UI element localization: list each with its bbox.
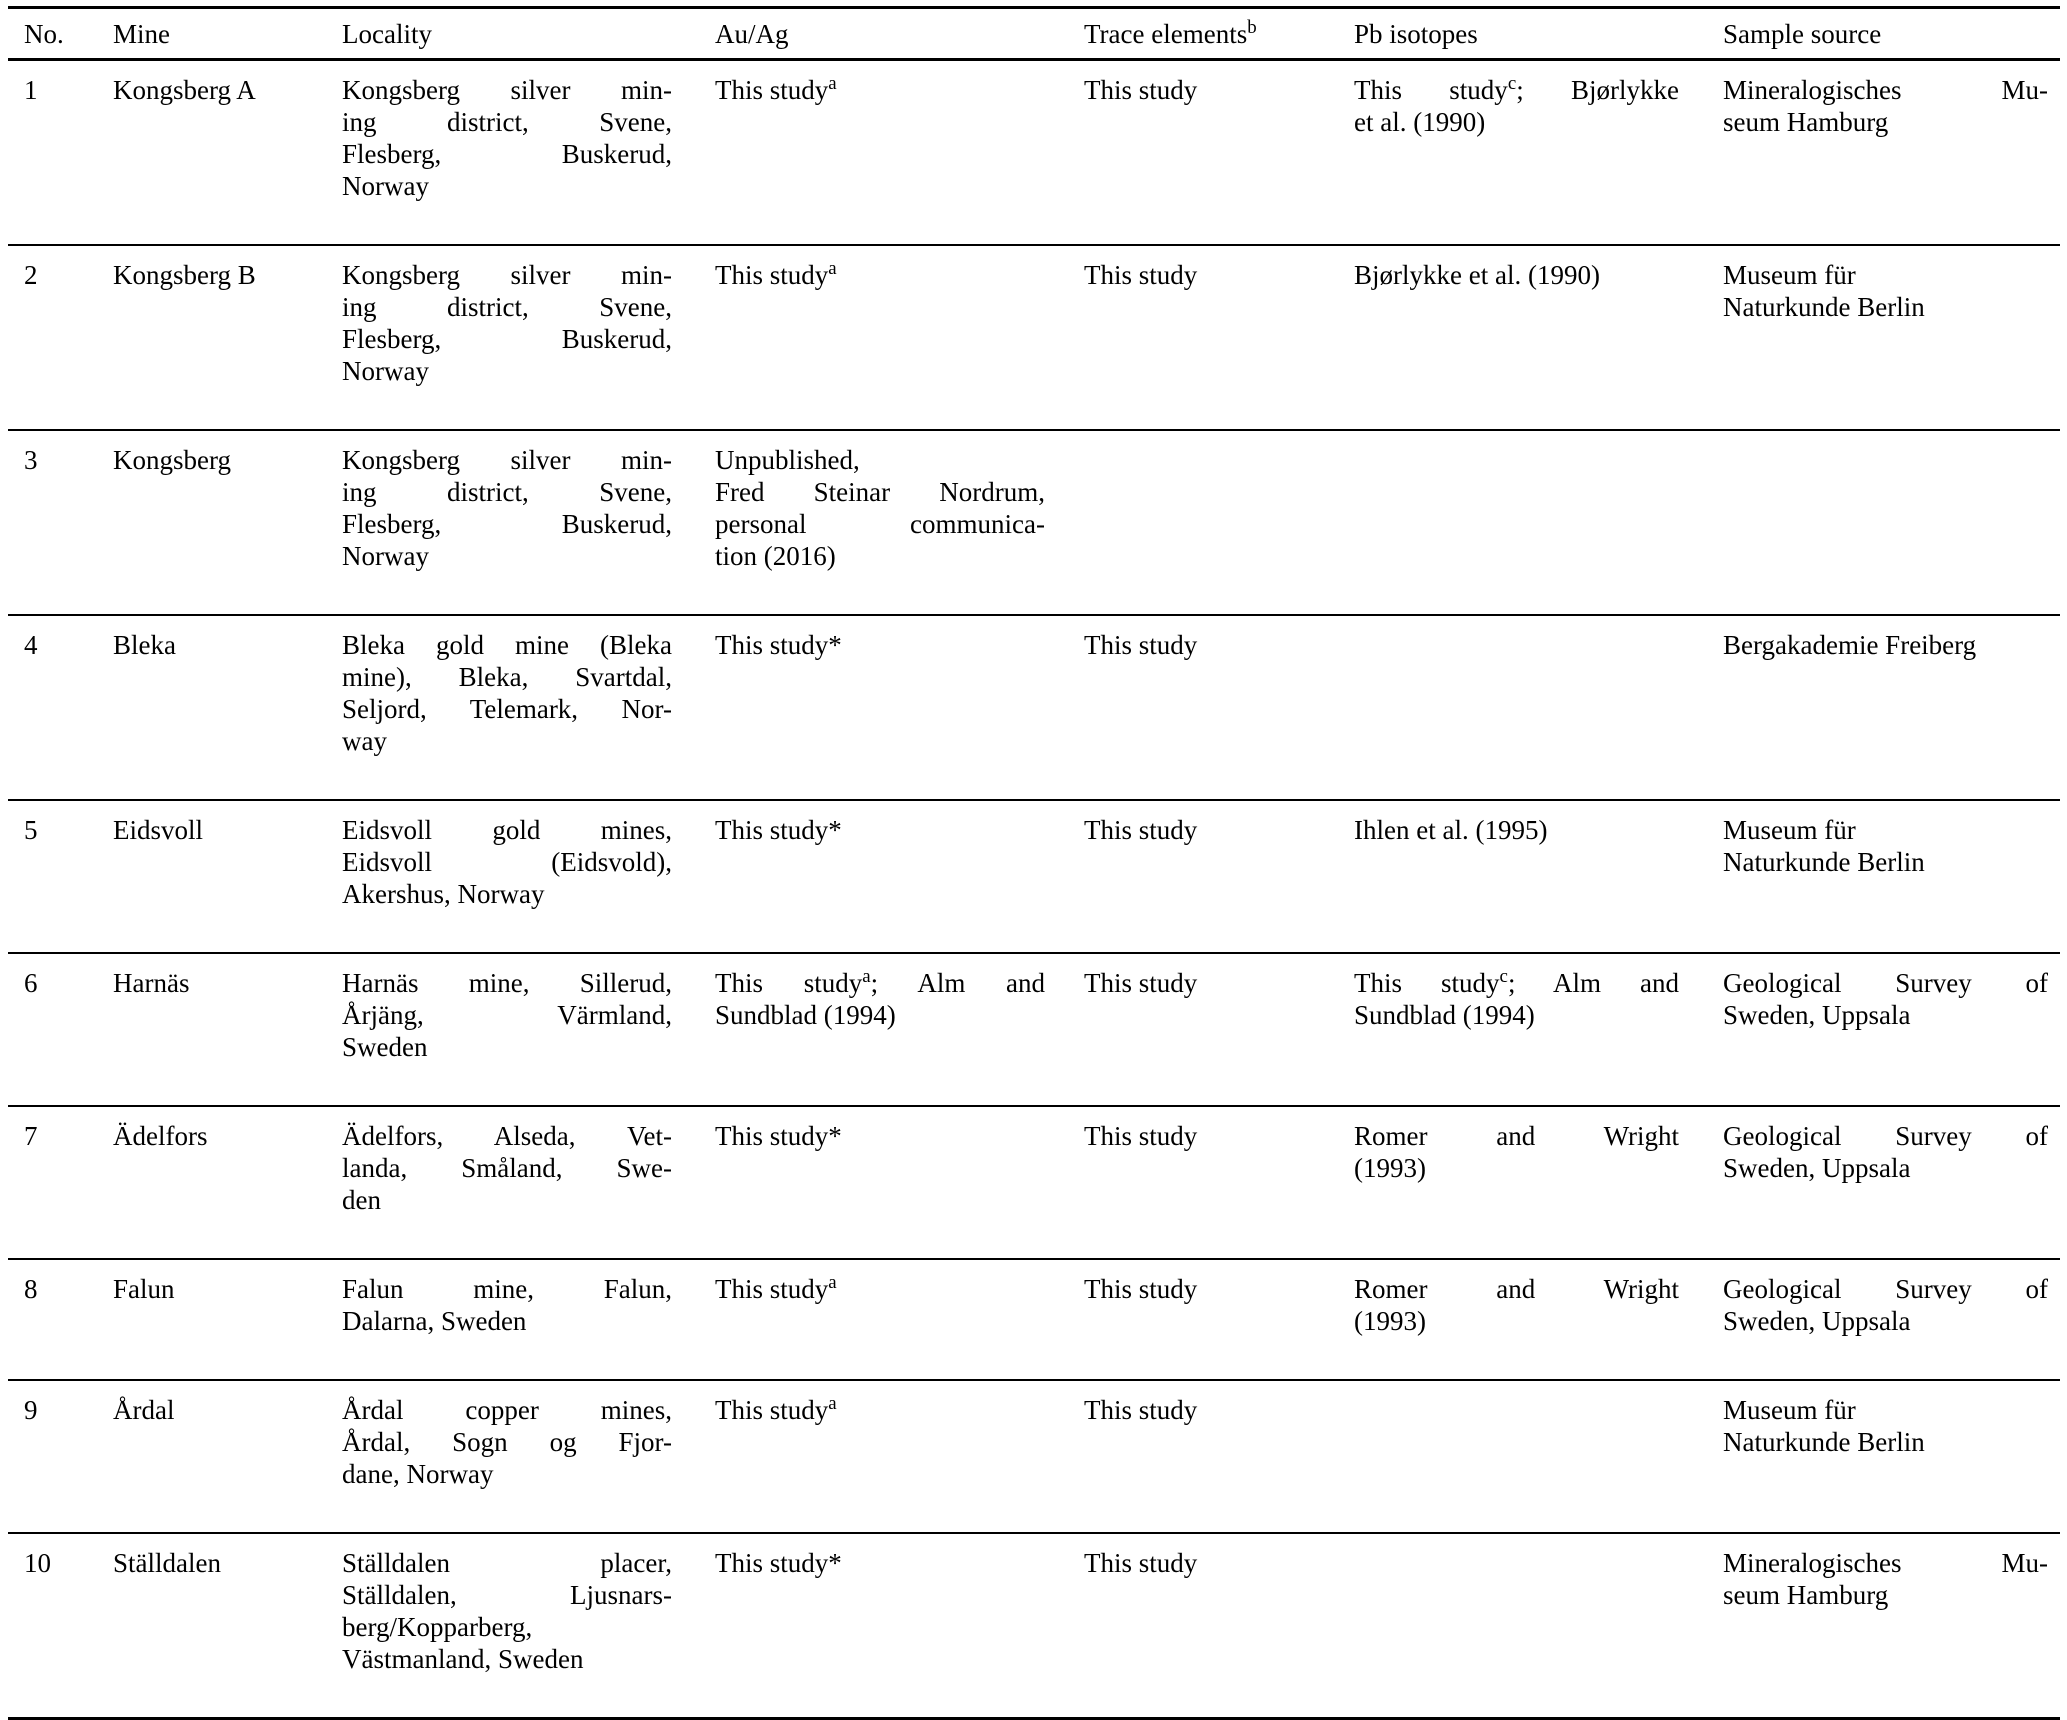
cell-line: Romer and Wright (1354, 1121, 1679, 1151)
column-header-trace: Trace elements$^b$ (1084, 8, 1354, 60)
cell-line: ing district, Svene, (342, 292, 672, 322)
cell-line (1723, 444, 2048, 476)
cell-mine (113, 245, 342, 430)
cell-line: landa, Småland, Swe- (342, 1153, 672, 1183)
cell-line: Bleka (113, 630, 176, 660)
cell-mine (113, 615, 342, 800)
cell-loc (342, 245, 715, 430)
cell-line: den (342, 1185, 381, 1215)
cell-line: Årdal, Sogn og Fjor- (342, 1427, 672, 1457)
cell-line: Geological Survey of (1723, 1274, 2048, 1304)
column-header-pb: Pb isotopes (1354, 8, 1723, 60)
cell-no (8, 60, 113, 246)
cell-line: 5 (24, 815, 38, 845)
cell-mine (113, 800, 342, 953)
cell-line: Sweden, Uppsala (1723, 1153, 1911, 1183)
cell-line: This study$^c$; Bjørlykke (1354, 72, 1679, 105)
cell-pb (1354, 1106, 1723, 1259)
cell-line: Museum für (1723, 260, 1856, 290)
cell-line: This study$^a$ (715, 1271, 837, 1304)
cell-line: 4 (24, 630, 38, 660)
cell-line (1354, 1394, 1679, 1426)
table-row-10 (8, 1533, 2060, 1719)
cell-line: Ställdalen placer, (342, 1548, 672, 1578)
cell-auag (715, 430, 1084, 615)
table-body (8, 60, 2060, 1719)
column-header-source: Sample source (1723, 8, 2060, 60)
cell-line: Kongsberg (113, 445, 231, 475)
cell-line: tion (2016) (715, 541, 836, 571)
table-header (8, 8, 2060, 60)
cell-line: Harnäs mine, Sillerud, (342, 968, 672, 998)
cell-line: 6 (24, 968, 38, 998)
cell-line: This study$^a$ (715, 1392, 837, 1425)
table-row-7 (8, 1106, 2060, 1259)
cell-line: personal communica- (715, 509, 1045, 539)
cell-line: Eidsvoll (113, 815, 204, 845)
cell-line: 1 (24, 75, 38, 105)
cell-source (1723, 1533, 2060, 1719)
cell-line: Dalarna, Sweden (342, 1306, 527, 1336)
cell-line: Harnäs (113, 968, 190, 998)
cell-auag (715, 800, 1084, 953)
column-header-auag: Au/Ag (715, 8, 1084, 60)
cell-line: This study (1084, 1274, 1198, 1304)
cell-line: (1993) (1354, 1306, 1426, 1336)
cell-line: ing district, Svene, (342, 477, 672, 507)
cell-no (8, 430, 113, 615)
cell-line: This study$^c$; Alm and (1354, 965, 1679, 998)
cell-trace (1084, 800, 1354, 953)
cell-line: This study* (715, 815, 842, 845)
cell-no (8, 1106, 113, 1259)
cell-line: Bergakademie Freiberg (1723, 630, 1977, 660)
cell-loc (342, 1106, 715, 1259)
cell-line (1354, 1547, 1679, 1579)
table-row-9 (8, 1380, 2060, 1533)
cell-line: Västmanland, Sweden (342, 1644, 584, 1674)
cell-line: This study* (715, 630, 842, 660)
cell-pb (1354, 1380, 1723, 1533)
cell-trace (1084, 1259, 1354, 1380)
cell-auag (715, 60, 1084, 246)
cell-no (8, 1533, 113, 1719)
cell-line: Naturkunde Berlin (1723, 292, 1925, 322)
cell-line: Kongsberg B (113, 260, 256, 290)
column-header-no: No. (8, 8, 113, 60)
column-header-mine: Mine (113, 8, 342, 60)
table-row-8 (8, 1259, 2060, 1380)
cell-source (1723, 245, 2060, 430)
cell-line: This study$^a$; Alm and (715, 965, 1046, 998)
cell-source (1723, 615, 2060, 800)
table-row-5 (8, 800, 2060, 953)
cell-line: Sweden, Uppsala (1723, 1000, 1911, 1030)
cell-line: Akershus, Norway (342, 879, 545, 909)
cell-line: 8 (24, 1274, 38, 1304)
cell-line (1354, 629, 1679, 661)
cell-no (8, 615, 113, 800)
cell-line: mine), Bleka, Svartdal, (342, 662, 672, 692)
cell-line: Norway (342, 171, 429, 201)
cell-pb (1354, 800, 1723, 953)
cell-line: Naturkunde Berlin (1723, 1427, 1925, 1457)
cell-auag (715, 245, 1084, 430)
cell-source (1723, 1380, 2060, 1533)
cell-line: way (342, 726, 387, 756)
cell-no (8, 800, 113, 953)
cell-loc (342, 615, 715, 800)
cell-line: Årdal (113, 1395, 175, 1425)
cell-line: Ställdalen (113, 1548, 221, 1578)
cell-mine (113, 1380, 342, 1533)
cell-loc (342, 1380, 715, 1533)
cell-line: Bjørlykke et al. (1990) (1354, 260, 1600, 290)
cell-loc (342, 430, 715, 615)
cell-mine (113, 60, 342, 246)
table-row-2 (8, 245, 2060, 430)
cell-line: Årdal copper mines, (342, 1395, 672, 1425)
cell-line: 3 (24, 445, 38, 475)
cell-line: Norway (342, 541, 429, 571)
cell-auag (715, 953, 1084, 1106)
cell-mine (113, 953, 342, 1106)
cell-line: This study (1084, 630, 1198, 660)
cell-line: Sundblad (1994) (1354, 1000, 1535, 1030)
cell-line: This study* (715, 1121, 842, 1151)
cell-trace (1084, 1106, 1354, 1259)
cell-line: (1993) (1354, 1153, 1426, 1183)
cell-auag (715, 615, 1084, 800)
cell-line: Norway (342, 356, 429, 386)
cell-line: 7 (24, 1121, 38, 1151)
cell-line: 9 (24, 1395, 38, 1425)
samples-table (8, 6, 2060, 1720)
cell-line: Sundblad (1994) (715, 1000, 896, 1030)
cell-line: Mineralogisches Mu- (1723, 1548, 2048, 1578)
cell-line: Eidsvoll (Eidsvold), (342, 847, 672, 877)
table-row-1 (8, 60, 2060, 246)
cell-auag (715, 1106, 1084, 1259)
cell-no (8, 1380, 113, 1533)
table-row-4 (8, 615, 2060, 800)
cell-line: ing district, Svene, (342, 107, 672, 137)
cell-line: Flesberg, Buskerud, (342, 139, 672, 169)
cell-line: Mineralogisches Mu- (1723, 75, 2048, 105)
cell-line: This study (1084, 1395, 1198, 1425)
cell-line: Unpublished, (715, 445, 860, 475)
cell-trace (1084, 430, 1354, 615)
cell-line: This study (1084, 815, 1198, 845)
cell-line: Fred Steinar Nordrum, (715, 477, 1045, 507)
cell-line: Museum für (1723, 1395, 1856, 1425)
cell-line: This study (1084, 1548, 1198, 1578)
cell-line: This study$^a$ (715, 72, 837, 105)
cell-line: Geological Survey of (1723, 1121, 2048, 1151)
cell-line: This study (1084, 968, 1198, 998)
cell-source (1723, 1259, 2060, 1380)
cell-trace (1084, 615, 1354, 800)
cell-pb (1354, 615, 1723, 800)
cell-pb (1354, 60, 1723, 246)
cell-pb (1354, 953, 1723, 1106)
cell-line: This study (1084, 1121, 1198, 1151)
cell-line: This study (1084, 75, 1198, 105)
table-row-3 (8, 430, 2060, 615)
cell-line: Kongsberg silver min- (342, 260, 672, 290)
cell-line: berg/Kopparberg, (342, 1612, 533, 1642)
cell-line: Sweden (342, 1032, 428, 1062)
cell-line: This study$^a$ (715, 257, 837, 290)
cell-mine (113, 1106, 342, 1259)
cell-line (1354, 444, 1679, 476)
cell-line: This study* (715, 1548, 842, 1578)
cell-line: Flesberg, Buskerud, (342, 509, 672, 539)
cell-line: 10 (24, 1548, 51, 1578)
cell-line: Falun mine, Falun, (342, 1274, 672, 1304)
cell-loc (342, 953, 715, 1106)
cell-line: Ställdalen, Ljusnars- (342, 1580, 672, 1610)
cell-trace (1084, 245, 1354, 430)
cell-source (1723, 1106, 2060, 1259)
cell-line: Falun (113, 1274, 175, 1304)
cell-source (1723, 800, 2060, 953)
cell-line: 2 (24, 260, 38, 290)
cell-line: Ädelfors (113, 1121, 208, 1151)
cell-line: Flesberg, Buskerud, (342, 324, 672, 354)
cell-mine (113, 1259, 342, 1380)
cell-line: Geological Survey of (1723, 968, 2048, 998)
header-row (8, 8, 2060, 60)
cell-line: Årjäng, Värmland, (342, 1000, 672, 1030)
cell-loc (342, 800, 715, 953)
cell-line: This study (1084, 260, 1198, 290)
table-row-6 (8, 953, 2060, 1106)
cell-line: Naturkunde Berlin (1723, 847, 1925, 877)
cell-line: Museum für (1723, 815, 1856, 845)
cell-line: et al. (1990) (1354, 107, 1486, 137)
cell-line (1084, 444, 1334, 476)
cell-pb (1354, 430, 1723, 615)
cell-no (8, 953, 113, 1106)
cell-loc (342, 1259, 715, 1380)
cell-line: Seljord, Telemark, Nor- (342, 694, 672, 724)
cell-loc (342, 60, 715, 246)
cell-pb (1354, 1259, 1723, 1380)
cell-line: Kongsberg A (113, 75, 256, 105)
cell-line: Romer and Wright (1354, 1274, 1679, 1304)
cell-line: Kongsberg silver min- (342, 75, 672, 105)
cell-source (1723, 953, 2060, 1106)
cell-source (1723, 60, 2060, 246)
cell-loc (342, 1533, 715, 1719)
cell-auag (715, 1533, 1084, 1719)
cell-trace (1084, 1533, 1354, 1719)
cell-mine (113, 430, 342, 615)
cell-line: Kongsberg silver min- (342, 445, 672, 475)
cell-no (8, 1259, 113, 1380)
cell-line: Bleka gold mine (Bleka (342, 630, 672, 660)
cell-no (8, 245, 113, 430)
cell-pb (1354, 245, 1723, 430)
cell-trace (1084, 953, 1354, 1106)
cell-line: Eidsvoll gold mines, (342, 815, 672, 845)
cell-trace (1084, 60, 1354, 246)
cell-trace (1084, 1380, 1354, 1533)
cell-line: dane, Norway (342, 1459, 494, 1489)
cell-line: seum Hamburg (1723, 107, 1889, 137)
cell-source (1723, 430, 2060, 615)
cell-line: Ädelfors, Alseda, Vet- (342, 1121, 672, 1151)
cell-mine (113, 1533, 342, 1719)
cell-auag (715, 1380, 1084, 1533)
column-header-loc: Locality (342, 8, 715, 60)
cell-line: Ihlen et al. (1995) (1354, 815, 1548, 845)
cell-auag (715, 1259, 1084, 1380)
cell-pb (1354, 1533, 1723, 1719)
cell-line: Sweden, Uppsala (1723, 1306, 1911, 1336)
cell-line: seum Hamburg (1723, 1580, 1889, 1610)
